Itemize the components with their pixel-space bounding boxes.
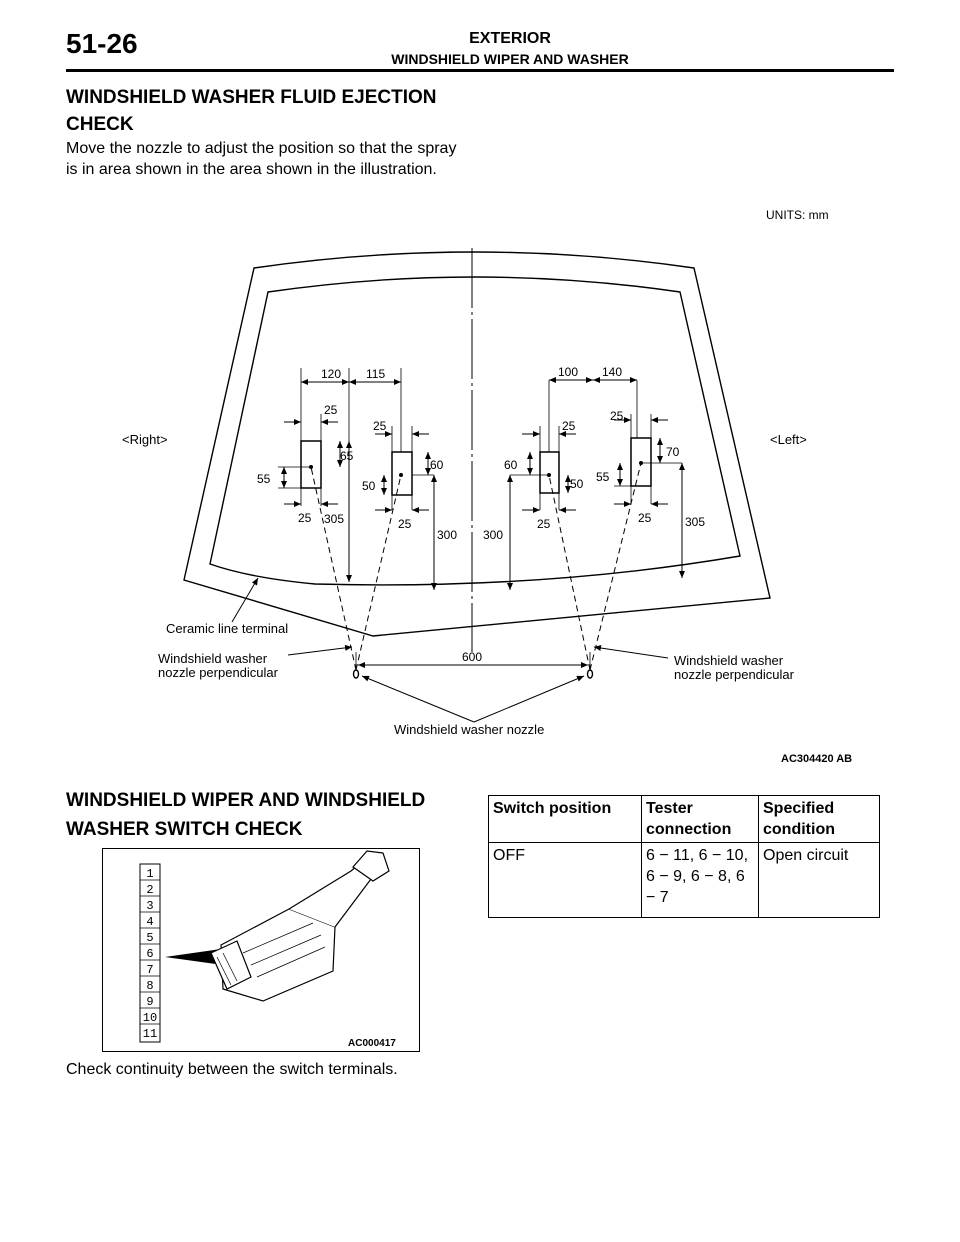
dim-120: 120 (321, 367, 342, 381)
subsection-title: WINDSHIELD WIPER AND WASHER (391, 51, 629, 67)
terminal-7: 7 (146, 963, 154, 977)
cell-switch-position: OFF (489, 843, 642, 918)
page-number: 51-26 (66, 28, 138, 59)
dim-r65: 65 (340, 449, 354, 463)
terminal-9: 9 (146, 995, 154, 1009)
switch-check-table (488, 795, 880, 918)
nozzle-perp-left-line2: nozzle perpendicular (674, 667, 794, 682)
ceramic-line-label: Ceramic line terminal (166, 621, 289, 636)
header-tester-connection: Tester connection (642, 796, 759, 843)
switch-check-heading: WINDSHIELD WIPER AND WINDSHIELD WASHER SWITCH CHECK (66, 790, 426, 840)
nozzle-perp-left-line1: Windshield washer (674, 653, 784, 668)
header-switch-position: Switch position (489, 796, 642, 843)
switch-illustration (103, 849, 419, 1051)
cell-specified-condition: Open circuit (759, 843, 880, 918)
dim-l70: 70 (666, 445, 680, 459)
spray-area-right-outer (301, 441, 321, 488)
left-side-label: <Left> (770, 432, 807, 447)
dim-l305: 305 (685, 515, 706, 529)
nozzle-perp-right-line1: Windshield washer (158, 651, 268, 666)
ceramic-line (210, 277, 740, 585)
terminal-2: 2 (146, 883, 154, 897)
dim-100: 100 (558, 365, 579, 379)
units-label: UNITS: mm (766, 208, 829, 222)
terminal-6: 6 (146, 947, 154, 961)
dim-rc25b: 25 (398, 517, 412, 531)
ejection-check-heading: WINDSHIELD WASHER FLUID EJECTION CHECK (66, 87, 437, 135)
dim-r25b: 25 (298, 511, 312, 525)
terminal-10: 10 (142, 1011, 158, 1025)
terminal-1: 1 (146, 867, 154, 881)
dim-115: 115 (366, 367, 386, 381)
dim-r305: 305 (324, 512, 345, 526)
dim-lc300: 300 (483, 528, 504, 542)
dim-lc60: 60 (504, 458, 518, 472)
switch-photo (102, 848, 420, 1052)
dim-lc25a: 25 (562, 419, 576, 433)
dim-r25a: 25 (324, 403, 338, 417)
nozzle-left (588, 670, 593, 678)
switch-check-caption: Check continuity between the switch terminals. (66, 1061, 398, 1078)
windshield-spray-diagram (90, 232, 870, 772)
dim-l55: 55 (596, 470, 610, 484)
figure-code: AC304420 AB (781, 753, 853, 765)
dim-lc25b: 25 (537, 517, 551, 531)
terminal-8: 8 (146, 979, 154, 993)
terminal-5: 5 (146, 931, 154, 945)
nozzle-label: Windshield washer nozzle (394, 722, 545, 737)
section-title: EXTERIOR (469, 30, 551, 47)
ejection-check-body: Move the nozzle to adjust the position so that the spray is in area shown in the area shown in the illustration. (66, 140, 457, 178)
dim-lc50: 50 (570, 477, 584, 491)
dim-rc60: 60 (430, 458, 444, 472)
dim-rc50: 50 (362, 479, 376, 493)
dim-l25b: 25 (638, 511, 652, 525)
header-rule (66, 69, 894, 72)
terminal-4: 4 (146, 915, 154, 929)
table-header-row (489, 796, 880, 843)
nozzle-right (354, 670, 359, 678)
nozzle-perp-right-line2: nozzle perpendicular (158, 665, 278, 680)
photo-code: AC000417 (348, 1038, 396, 1049)
dim-l25a: 25 (610, 409, 624, 423)
dim-r55: 55 (257, 472, 271, 486)
dim-rc25a: 25 (373, 419, 387, 433)
spray-area-left-center (540, 452, 559, 493)
cell-tester-connection: 6 − 11, 6 − 10, 6 − 9, 6 − 8, 6 − 7 (642, 843, 759, 918)
dim-140: 140 (602, 365, 623, 379)
right-side-label: <Right> (122, 432, 168, 447)
header-specified-condition: Specified condition (759, 796, 880, 843)
dim-rc300: 300 (437, 528, 458, 542)
terminal-11: 11 (142, 1027, 158, 1041)
dim-600: 600 (462, 650, 483, 664)
table-row (489, 843, 880, 918)
terminal-3: 3 (146, 899, 154, 913)
